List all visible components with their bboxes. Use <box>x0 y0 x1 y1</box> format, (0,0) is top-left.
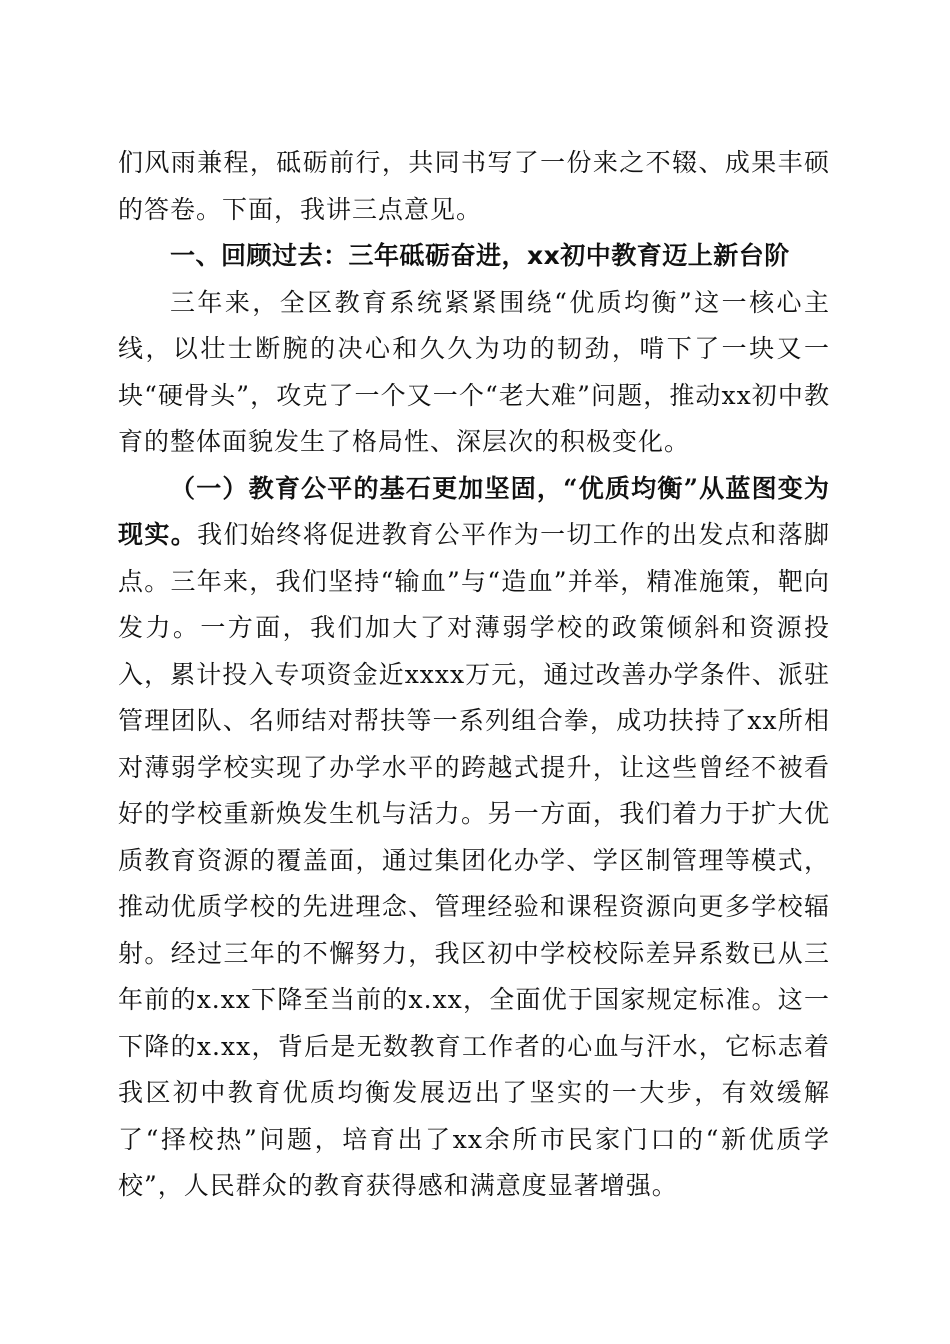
subsection-heading: （一）教育公平的基石更加坚固，“优质均衡”从蓝图变为现实。 <box>118 473 830 549</box>
subsection-body: 我们始终将促进教育公平作为一切工作的出发点和落脚点。三年来，我们坚持“输血”与“造血”并举，精准施策，靶向发力。一方面，我们加大了对薄弱学校的政策倾斜和资源投入，累计投入专项资金近xxxx万元，通过改善办学条件、派驻管理团队、名师结对帮扶等一系列组合拳，成功扶持了xx所相对薄弱学校实现了办学水平的跨越式提升，让这些曾经不被看好的学校重新焕发生机与活力。另一方面，我们着力于扩大优质教育资源的覆盖面，通过集团化办学、学区制管理等模式，推动优质学校的先进理念、管理经验和课程资源向更多学校辐射。经过三年的不懈努力，我区初中学校校际差异系数已从三年前的x.xx下降至当前的x.xx，全面优于国家规定标准。这一下降的x.xx，背后是无数教育工作者的心血与汗水，它标志着我区初中教育优质均衡发展迈出了坚实的一大步，有效缓解了“择校热”问题，培育出了xx余所市民家门口的“新优质学校”，人民群众的教育获得感和满意度显著增强。 <box>118 520 830 1200</box>
body-text <box>118 140 830 1210</box>
continuation-paragraph: 们风雨兼程，砥砺前行，共同书写了一份来之不辍、成果丰硕的答卷。下面，我讲三点意见。 <box>118 148 830 224</box>
section-heading: 一、回顾过去：三年砥砺奋进，xx初中教育迈上新台阶 <box>170 241 790 270</box>
section-intro-paragraph: 三年来，全区教育系统紧紧围绕“优质均衡”这一核心主线，以壮士断腕的决心和久久为功的韧劲，啃下了一块又一块“硬骨头”，攻克了一个又一个“老大难”问题，推动xx初中教育的整体面貌发生了格局性、深层次的积极变化。 <box>118 287 830 456</box>
subsection-paragraph <box>118 466 830 1210</box>
